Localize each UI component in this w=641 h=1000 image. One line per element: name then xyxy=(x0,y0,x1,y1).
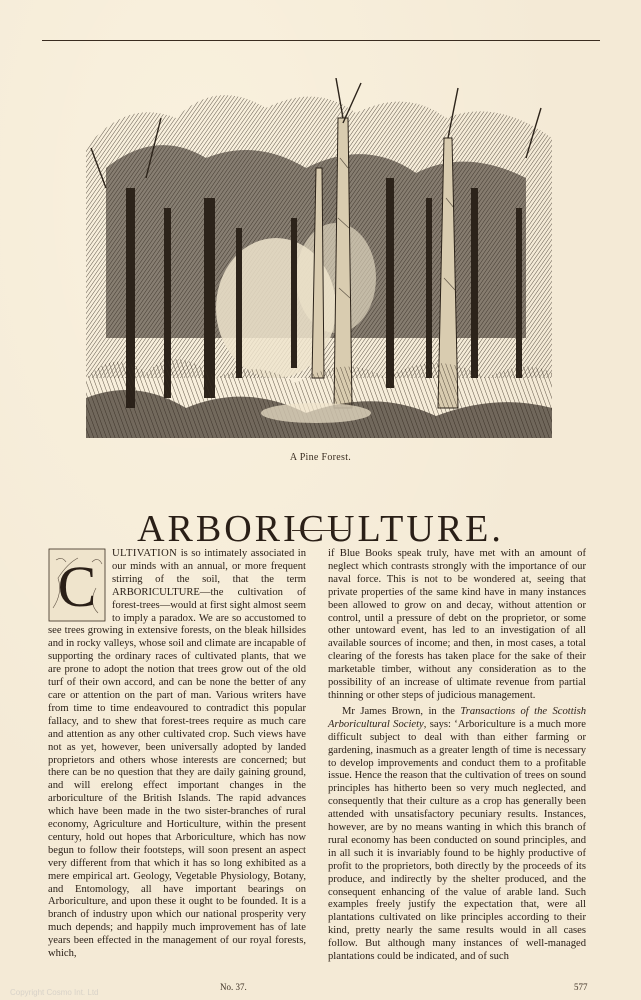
paragraph-1-text: is so intimately associated in our minds with an annual, or more frequent stirring of the soil, that the term ARBORICULTURE—the cultivation of forest-trees—would at first sight almost seem to imply a paradox. We are so accustomed to see trees growing in extensive forests, on the bleak hillsides and in rocky valleys, whose soil and climate are incapable of supporting the ordinary races of cultivated plants, that we are prone to adopt the notion that trees grow out of the old turf of their own accord, and can be none the better of any care or attention on the part of man. Various writers have from time to time endeavoured to contradict this popular fallacy, and to shew that forest-trees require as much care and attention as any other cultivated crop. Such views have not as yet, however, been universally adopted by landed proprietors and others whose interests are concerned; but there can be no question that they are daily gaining ground, and will erelong effect important changes in the arboriculture of the British Islands. The rapid advances which have been made in the two sister-branches of rural economy, Agriculture and Horticulture, within the present century, hold out hopes that Arboriculture, which has now begun to follow their footsteps, will soon present an aspect very different from that which it has so long exhibited as a mere empirical art. Geology, Vegetable Physiology, Botany, and Entomology, all have important bearings on Arboriculture, and upon these it ought to be founded. It is a branch of industry upon which our national prosperity very much depends; and happily much improvement has of late years been effected in the management of our royal forests, which, xyxy=(48,548,306,960)
paragraph-2 xyxy=(328,706,586,964)
paragraph-2-body: , says: ‘Arboriculture is a much more difficult subject to deal with than either farming or gardening, inasmuch as a greater length of time is necessary to develop improvements and conduct them to a profitable issue. Hence the reason that the cultivation of trees on sound principles has hitherto been so very much neglected, and consequently that their culture as a crop has generally been attended with unsatisfactory pecuniary results. Instances, however, are by no means wanting in which this branch of rural economy has been conducted on sound principles, and in all such it is invariably found to be highly productive of profit to the proprietors, both directly by the proceeds of its produce, and indirectly by the shelter produced, and the consequent enhancing of the value of arable land. Such examples freely justify the expectation that, were all plantations cultivated on like principles according to their kind, pretty nearly the same results would in all cases follow. But although many instances of well-managed plantations could be indicated, and of such xyxy=(328,718,586,963)
lead-word: ULTIVATION xyxy=(112,548,178,559)
right-column xyxy=(328,548,586,964)
pine-forest-engraving xyxy=(86,78,552,438)
svg-text:C: C xyxy=(57,554,97,619)
article-title: ARBORICULTURE. xyxy=(137,508,504,551)
paragraph-continued: if Blue Books speak truly, have met with an amount of neglect which contrasts strongly with the importance of our naval force. This is not to be wondered at, seeing that private properties of the same kind have in many instances been allowed to grow on and decay, without attention or control, until a pressure of debt on the proprietor, or some other untoward event, has led to an investigation of all available sources of income; and then, in most cases, a total clearing of the forests has taken place for the sake of their marketable timber, without any consideration as to the possibility of an increase of ultimate revenue from partial thinning or other steps of judicious management. xyxy=(328,548,586,701)
source-title: Transactions of the Scottish Arboricultural Society xyxy=(328,705,586,730)
issue-number: No. 37. xyxy=(220,982,247,992)
page-number: 577 xyxy=(574,982,588,992)
illustration-caption: A Pine Forest. xyxy=(289,452,352,463)
paragraph-2-intro: Mr James Brown, in the xyxy=(342,705,461,717)
ornamental-dropcap xyxy=(48,548,106,622)
copyright-watermark: Copyright Cosmo Int. Ltd xyxy=(10,988,99,997)
title-rule xyxy=(292,530,348,531)
left-column xyxy=(48,548,306,961)
